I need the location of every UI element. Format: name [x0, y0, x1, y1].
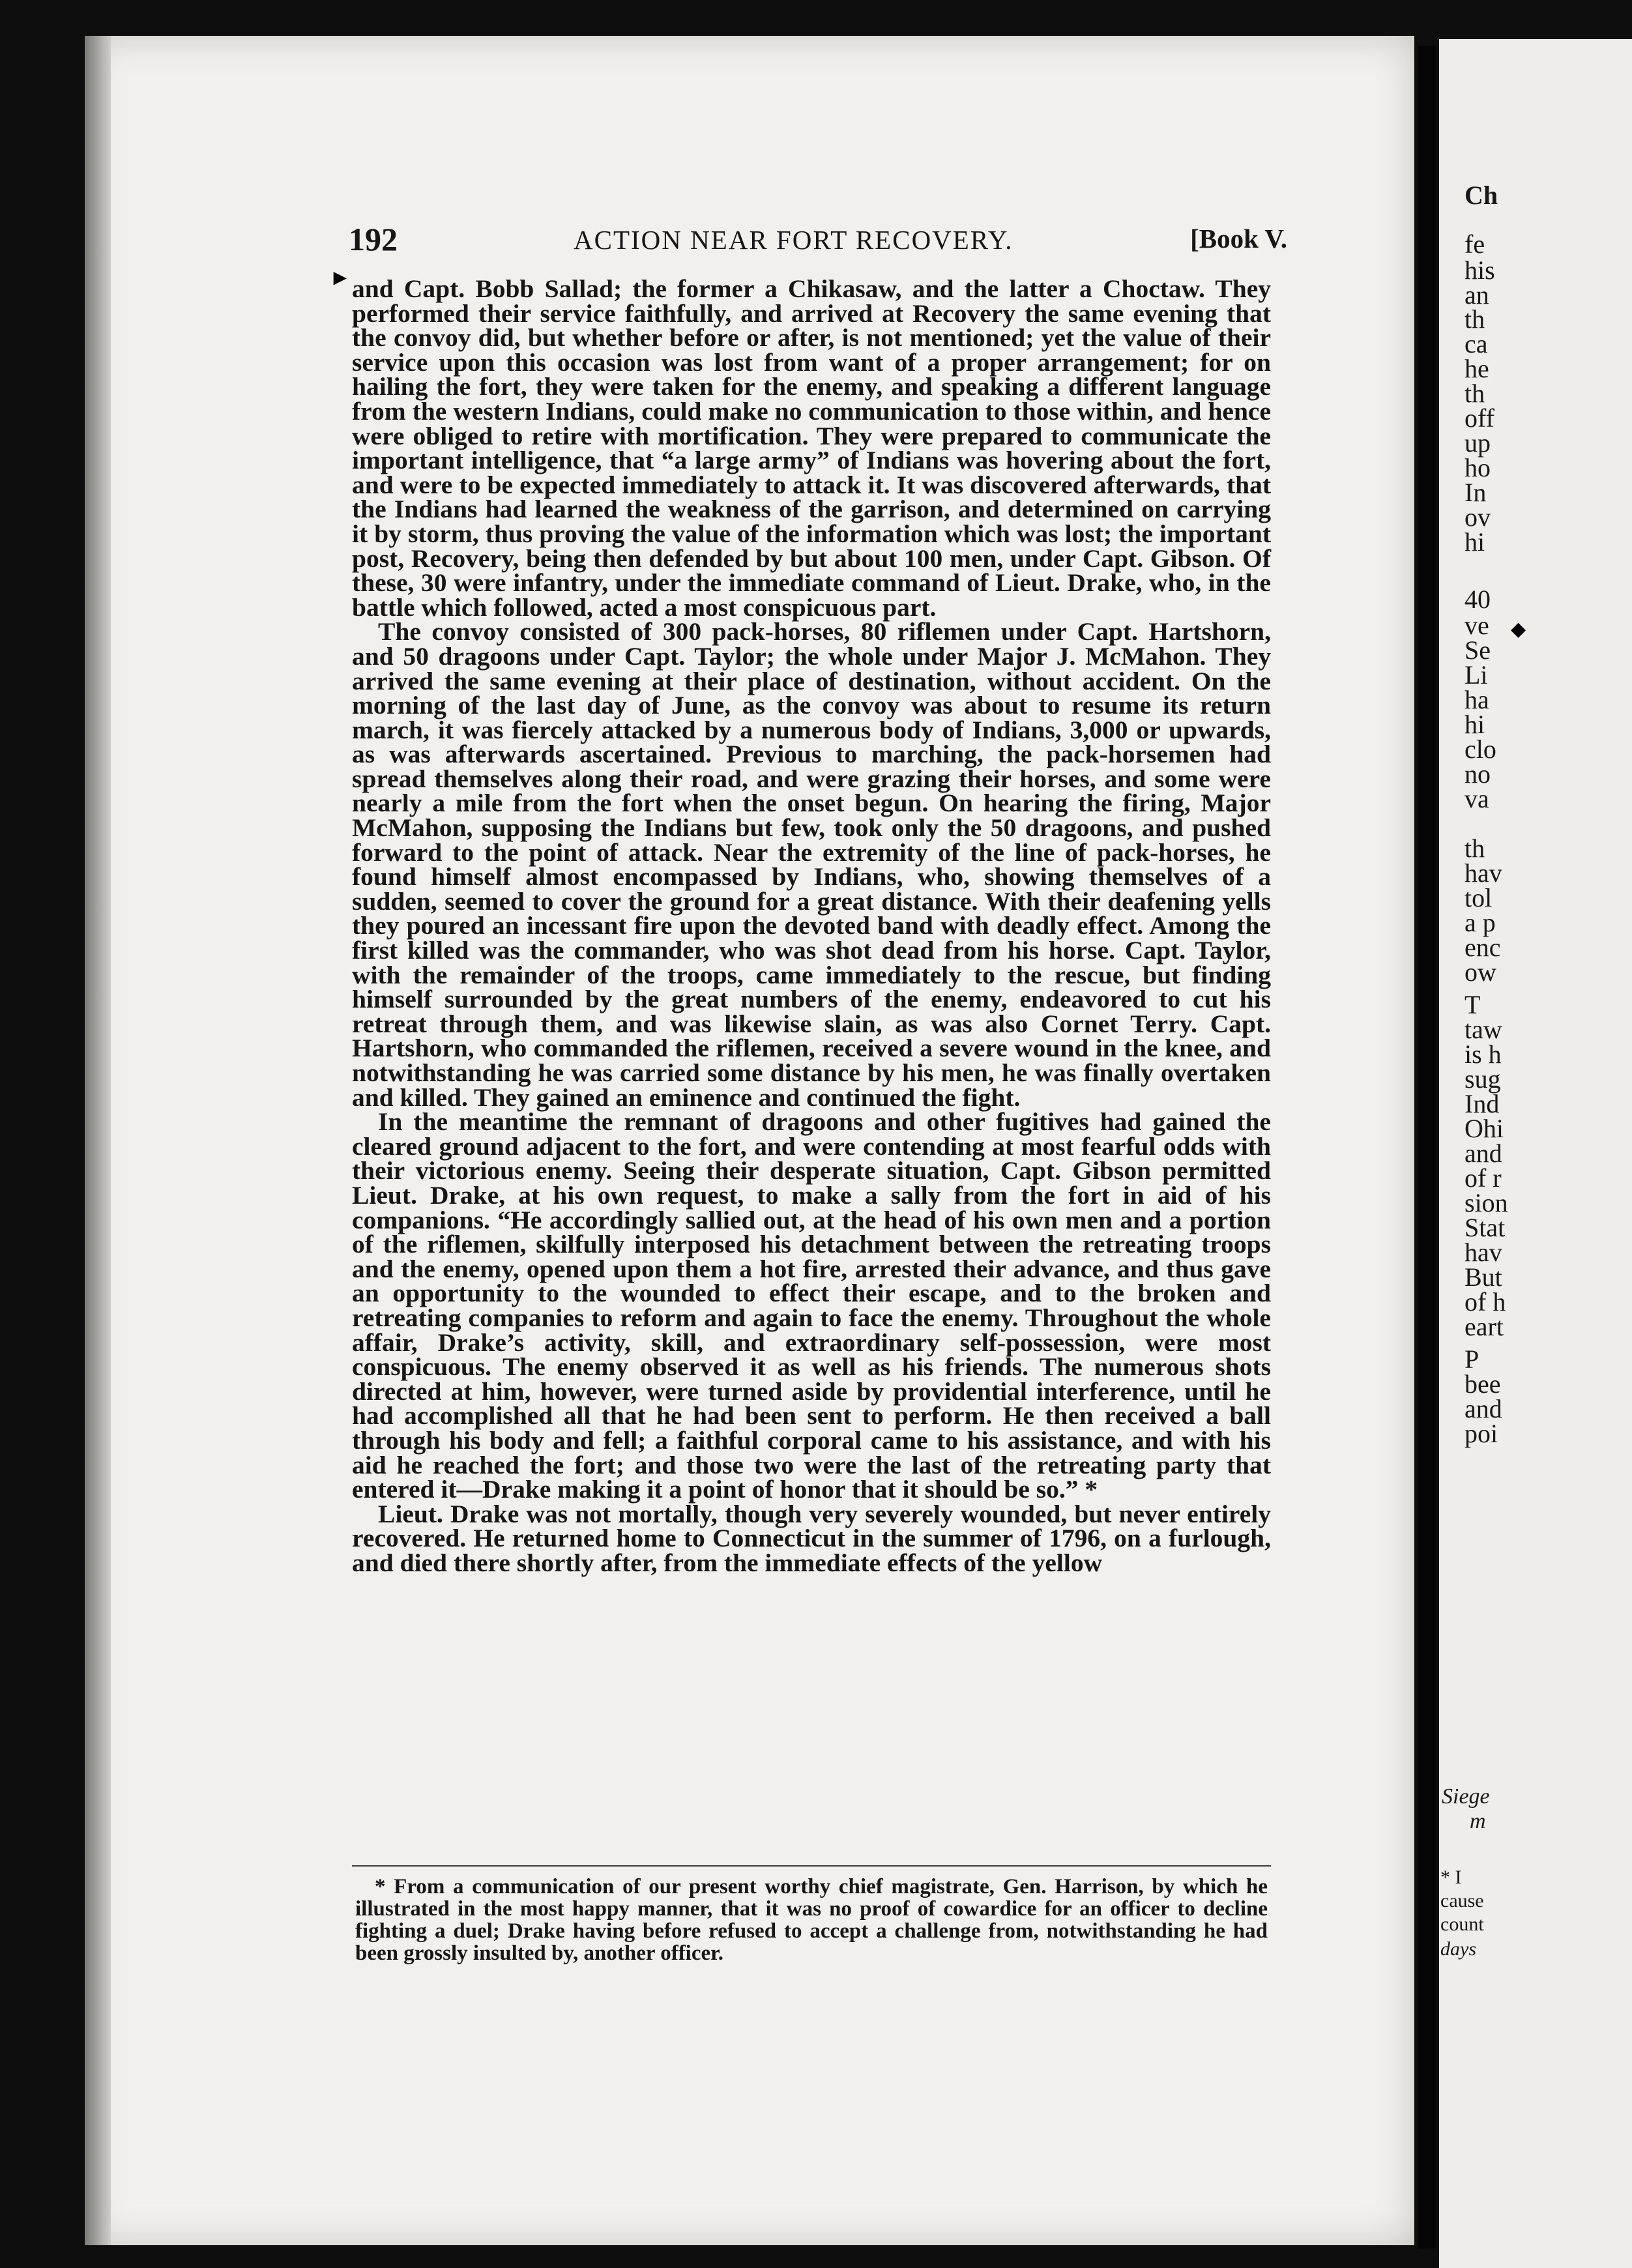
adjacent-page-fragment: ow	[1464, 957, 1496, 987]
adjacent-page-fragment: cause	[1440, 1890, 1484, 1912]
running-title: ACTION NEAR FORT RECOVERY.	[574, 225, 1013, 255]
paragraph: and Capt. Bobb Sallad; the former a Chikasaw, and the latter a Choctaw. They performed their service faithfully, and arrived at Recovery the same evening that the convoy did, but whether before or after, is not mentioned; yet the value of their service upon this occasion was lost from want of a proper arrangement; for on hailing the fort, they were taken for the enemy, and speaking a different language from the western Indians, could make no communication to those within, and hence were obliged to retire with mortification. They were prepared to communicate the important intelligence, that “a large army” of Indians was hovering about the fort, and were to be expected immediately to attack it. It was discovered afterwards, that the Indians had learned the weakness of the garrison, and determined on carrying it by storm, thus proving the value of the information which was lost; the important post, Recovery, being then defended by but about 100 men, under Capt. Gibson. Of these, 30 were infantry, under the immediate command of Lieut. Drake, who, in the battle which followed, acted a most conspicuous part.	[352, 274, 1271, 622]
adjacent-page-fragment: no	[1464, 759, 1491, 789]
adjacent-page-fragment: Stat	[1464, 1213, 1506, 1242]
adjacent-page-fragment: Ch	[1464, 181, 1498, 210]
page-shadow-edge	[85, 36, 111, 2245]
adjacent-page-fragment: th	[1464, 304, 1485, 334]
margin-mark: ►	[329, 266, 351, 290]
adjacent-page-fragment: up	[1464, 428, 1491, 458]
adjacent-page-fragment: off	[1464, 403, 1494, 433]
adjacent-page-fragment: a p	[1464, 908, 1496, 937]
adjacent-page-fragment: ho	[1464, 453, 1491, 482]
adjacent-page-fragment: sion	[1464, 1188, 1508, 1217]
adjacent-page-fragment: ve	[1464, 611, 1489, 640]
page-number: 192	[349, 221, 398, 257]
footnote: * From a communication of our present worthy chief magistrate, Gen. Harrison, by which he illustrated in the most happy manner, that it was no proof of cowardice for an officer to decline fighting a duel; Drake having before refused to accept a challenge from, notwithstanding he had been grossly insulted by, another officer.	[355, 1875, 1268, 1965]
adjacent-page-fragment: Se	[1464, 635, 1491, 665]
adjacent-page-fragment: days	[1440, 1938, 1476, 1960]
footnote-rule	[352, 1865, 1271, 1867]
adjacent-page-fragment: hav	[1464, 1238, 1502, 1267]
adjacent-page-fragment: Li	[1464, 660, 1488, 690]
adjacent-page-fragment: * I	[1440, 1867, 1462, 1888]
adjacent-page-fragment: of h	[1464, 1287, 1506, 1316]
running-head	[349, 220, 1287, 259]
adjacent-page-fragment: an	[1464, 280, 1489, 310]
adjacent-page-fragment: bee	[1464, 1369, 1501, 1399]
adjacent-page-fragment: and	[1464, 1139, 1502, 1168]
adjacent-page-fragment: Ohi	[1464, 1114, 1504, 1143]
adjacent-page-fragment: enc	[1464, 933, 1501, 962]
adjacent-page-fragment: sug	[1464, 1064, 1501, 1094]
adjacent-page-fragment: In	[1464, 478, 1487, 507]
adjacent-page-fragment: ca	[1464, 329, 1488, 358]
adjacent-page-fragment: th	[1464, 834, 1485, 863]
adjacent-page-fragment: is h	[1464, 1040, 1502, 1069]
adjacent-page-fragment: hi	[1464, 527, 1485, 557]
book-label: [Book V.	[1190, 224, 1287, 254]
paragraph: The convoy consisted of 300 pack-horses, 80 riflemen under Capt. Hartshorn, and 50 dragoons under Capt. Taylor; the whole under Major J. McMahon. They arrived the same evening at their place of destination, without accident. On the morning of the last day of June, as the convoy was about to resume its return march, it was fiercely attacked by a numerous body of Indians, 3,000 or upwards, as was afterwards ascertained. Previous to marching, the pack-horsemen had spread themselves along their road, and were grazing their horses, and some were nearly a mile from the fort when the onset begun. On hearing the firing, Major McMahon, supposing the Indians but few, took only the 50 dragoons, and pushed forward to the point of attack. Near the extremity of the line of pack-horses, he found himself almost encompassed by Indians, who, showing themselves of a sudden, seemed to cover the ground for a great distance. With their deafening yells they poured an incessant fire upon the devoted band with deadly effect. Among the first killed was the commander, who was shot dead from his horse. Capt. Taylor, with the remainder of the troops, came immediately to the rescue, but finding himself surrounded by the great numbers of the enemy, endeavored to cut his retreat through them, and was likewise slain, as was also Cornet Terry. Capt. Hartshorn, who commanded the riflemen, received a severe wound in the knee, and notwithstanding he was carried some distance by his men, he was finally overtaken and killed. They gained an eminence and continued the fight.	[352, 617, 1271, 1112]
adjacent-page-fragment: 40	[1464, 585, 1491, 614]
adjacent-page-fragment: eart	[1464, 1312, 1504, 1341]
adjacent-page-fragment: he	[1464, 354, 1489, 383]
adjacent-page-fragment: and	[1464, 1394, 1502, 1423]
adjacent-page-fragment: poi	[1464, 1419, 1498, 1448]
adjacent-page-fragment: P	[1464, 1345, 1479, 1374]
adjacent-page-fragment: va	[1464, 784, 1489, 813]
adjacent-page-fragment: m	[1470, 1809, 1486, 1833]
adjacent-page-fragment: of r	[1464, 1163, 1502, 1193]
book-gutter	[1418, 46, 1436, 2248]
margin-mark: ◆	[1511, 618, 1526, 640]
adjacent-page-fragment: tol	[1464, 883, 1493, 912]
adjacent-page-fragment: T	[1464, 990, 1481, 1019]
adjacent-page-fragment: ha	[1464, 685, 1489, 714]
adjacent-page-fragment: clo	[1464, 734, 1496, 764]
adjacent-page-fragment: fe	[1464, 229, 1485, 259]
adjacent-page-fragment: Ind	[1464, 1089, 1500, 1118]
paragraph: In the meantime the remnant of dragoons and other fugitives had gained the cleared ground adjacent to the fort, and were contending at most fearful odds with their victorious enemy. Seeing their desperate situation, Capt. Gibson permitted Lieut. Drake, at his own request, to make a sally from the fort in aid of his companions. “He accordingly sallied out, at the head of his own men and a portion of the riflemen, skilfully interposed his detachment between the retreating troops and the enemy, opened upon them a hot fire, arrested their advance, and thus gave an opportunity to the wounded to effect their escape, and to the broken and retreating companies to reform and again to face the enemy. Throughout the whole affair, Drake’s activity, skill, and extraordinary self-possession, were most conspicuous. The enemy observed it as well as his friends. The numerous shots directed at him, however, were turned aside by providential interference, until he had accomplished all that he had been sent to perform. He then received a ball through his body and fell; a faithful corporal came to his assistance, and with his aid he reached the fort; and those two were the last of the retreating party that entered it—Drake making it a point of honor that it should be so.” *	[352, 1107, 1271, 1504]
adjacent-page-fragment: count	[1440, 1913, 1484, 1935]
adjacent-page-fragment: his	[1464, 255, 1495, 285]
adjacent-page-fragment: Siege	[1442, 1784, 1490, 1809]
adjacent-page-fragment: taw	[1464, 1015, 1502, 1044]
adjacent-page-fragment: hav	[1464, 858, 1502, 888]
adjacent-page-fragment: But	[1464, 1262, 1502, 1292]
adjacent-page	[1439, 39, 1632, 2268]
adjacent-page-fragment: hi	[1464, 710, 1485, 739]
body-text	[352, 274, 1271, 1577]
adjacent-page-fragment: ov	[1464, 502, 1491, 532]
adjacent-page-fragment: th	[1464, 379, 1485, 408]
paragraph: Lieut. Drake was not mortally, though very severely wounded, but never entirely recovered. He returned home to Connecticut in the summer of 1796, on a furlough, and died there shortly after, from the immediate effects of the yellow	[352, 1499, 1271, 1577]
